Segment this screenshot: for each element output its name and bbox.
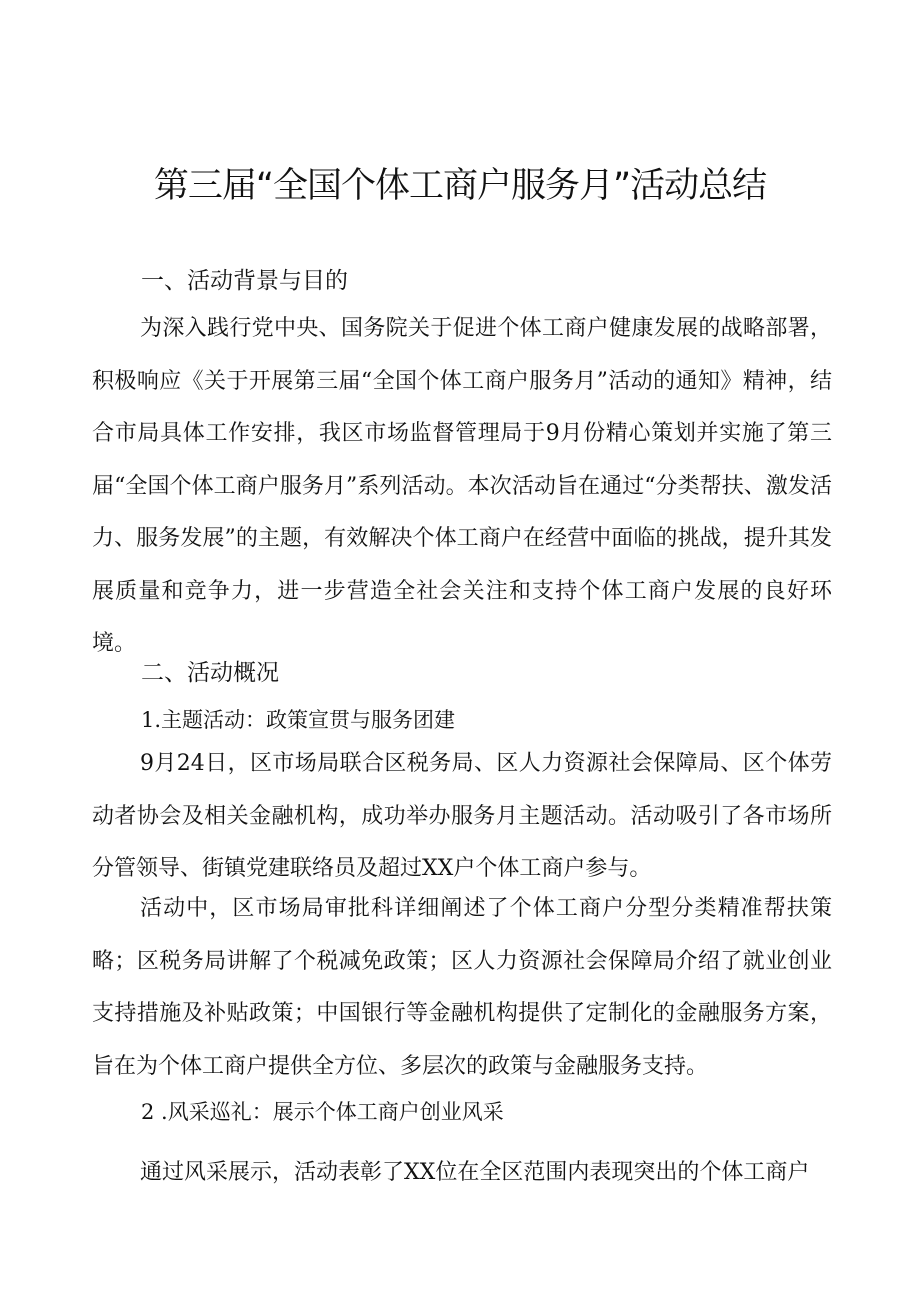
subsection-1-paragraph-1: 9月24日，区市场局联合区税务局、区人力资源社会保障局、区个体劳动者协会及相关金融机构，成功举办服务月主题活动。活动吸引了各市场所分管领导、街镇党建联络员及超过XX户个体工商户参与。 [92, 751, 832, 881]
section-2-heading: 二、活动概况 [141, 660, 279, 686]
subsection-1-heading: 1.主题活动：政策宣贯与服务团建 [141, 708, 456, 732]
section-1-paragraph: 为深入践行党中央、国务院关于促进个体工商户健康发展的战略部署，积极响应《关于开展第三届“全国个体工商户服务月”活动的通知》精神，结合市局具体工作安排，我区市场监督管理局于9月份精心策划并实施了第三届“全国个体工商户服务月”系列活动。本次活动旨在通过“分类帮扶、激发活力、服务发展”的主题，有效解决个体工商户在经营中面临的挑战，提升其发展质量和竞争力，进一步营造全社会关注和支持个体工商户发展的良好环境。 [92, 316, 832, 656]
subsection-1-paragraph-2: 活动中，区市场局审批科详细阐述了个体工商户分型分类精准帮扶策略；区税务局讲解了个税减免政策；区人力资源社会保障局介绍了就业创业支持措施及补贴政策；中国银行等金融机构提供了定制化的金融服务方案，旨在为个体工商户提供全方位、多层次的政策与金融服务支持。 [92, 896, 832, 1079]
section-1-heading: 一、活动背景与目的 [141, 268, 348, 294]
document-title: 第三届“全国个体工商户服务月”活动总结 [153, 166, 767, 206]
subsection-2-heading: 2 .风采巡礼：展示个体工商户创业风采 [141, 1100, 504, 1124]
subsection-2-paragraph-1: 通过风采展示，活动表彰了XX位在全区范围内表现突出的个体工商户 [140, 1160, 810, 1185]
